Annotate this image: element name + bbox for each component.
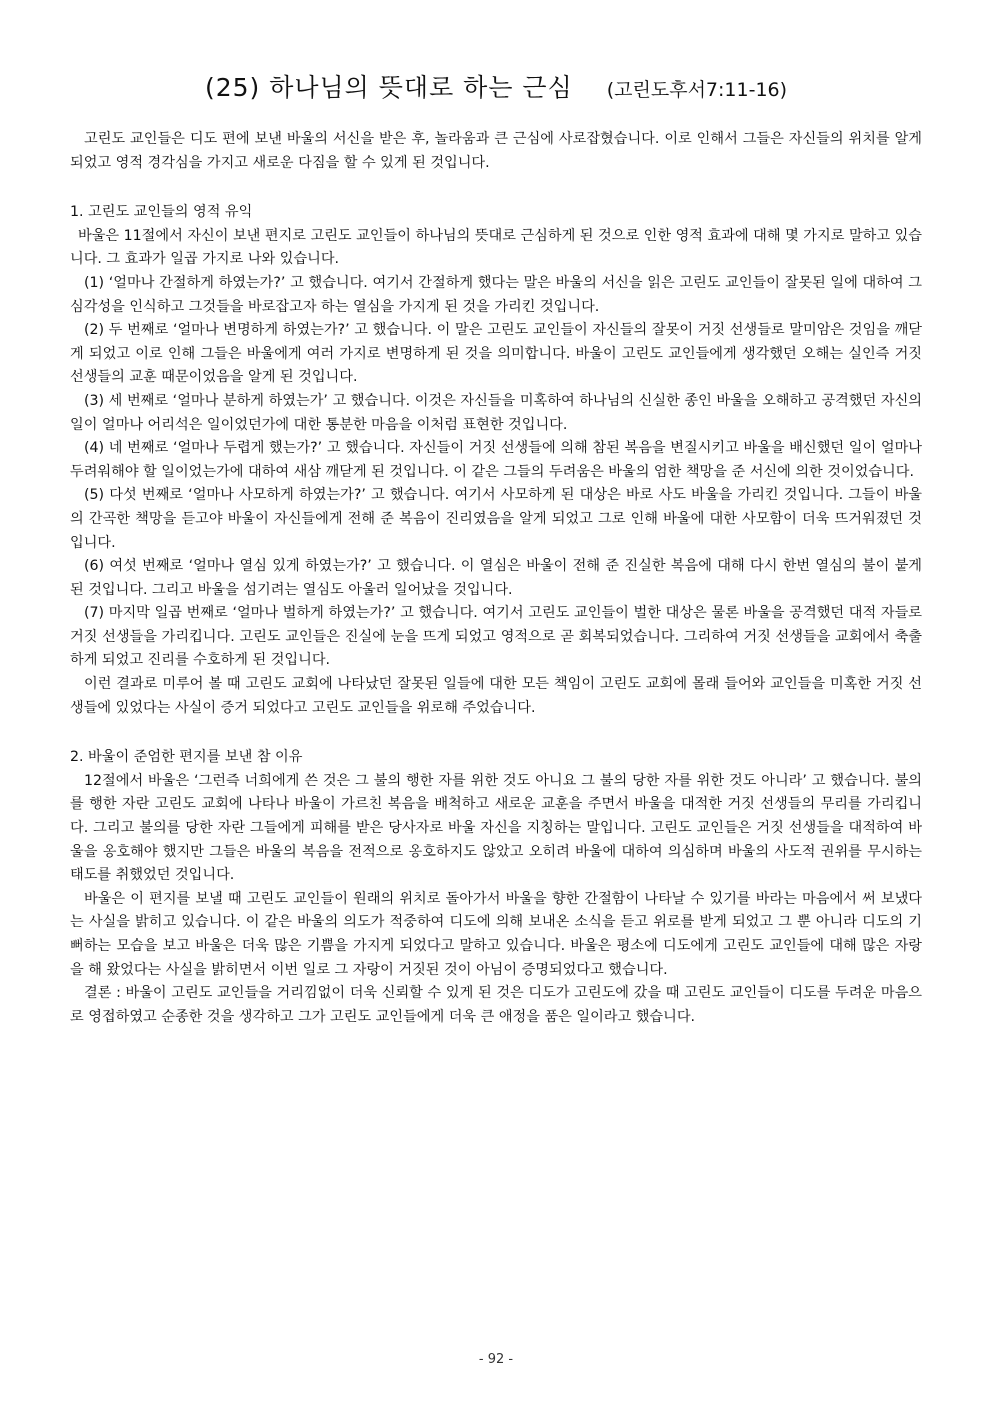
section-2-conclusion: 결론 : 바울이 고린도 교인들을 거리낌없이 더욱 신뢰할 수 있게 된 것은 디도가 고린도에 갔을 때 고린도 교인들이 디도를 두려운 마음으로 영접하였고 순종한 것을 생각하고 그가 고린도 교인들에게 더욱 큰 애정을 품은 일이라고 했습니다. <box>70 985 922 1025</box>
section-1-item-2: (2) 두 번째로 ‘얼마나 변명하게 하였는가?’ 고 했습니다. 이 말은 고린도 교인들이 자신들의 잘못이 거짓 선생들로 말미암은 것임을 깨닫게 되었고 이로 인해 그들은 바울에게 여러 가지로 변명하게 된 것을 의미합니다. 바울이 고린도 교인들에게 생각했던 오해는 실인즉 거짓 선생들의 교훈 때문이었음을 알게 된 것입니다. <box>70 322 922 386</box>
section-2-heading: 2. 바울이 준엄한 편지를 보낸 참 이유 <box>70 749 303 766</box>
section-1-item-3: (3) 세 번째로 ‘얼마나 분하게 하였는가’ 고 했습니다. 이것은 자신들을 미혹하여 하나님의 신실한 종인 바울을 오해하고 공격했던 자신의 일이 얼마나 어리석은 일이었던가에 대한 통분한 마음을 이처럼 표현한 것입니다. <box>70 392 922 433</box>
title-main: (25) 하나님의 뜻대로 하는 근심 <box>204 73 573 102</box>
document-body <box>70 128 922 1029</box>
page-title <box>70 68 922 104</box>
section-1-item-6: (6) 여섯 번째로 ‘얼마나 열심 있게 하였는가?’ 고 했습니다. 이 열심은 바울이 전해 준 진실한 복음에 대해 다시 한번 열심의 불이 붙게 된 것입니다. 그리고 바울을 섬기려는 열심도 아울러 일어났을 것입니다. <box>70 558 922 598</box>
title-reference: (고린도후서7:11-16) <box>606 79 788 101</box>
section-1-conclusion: 이런 결과로 미루어 볼 때 고린도 교회에 나타났던 잘못된 일들에 대한 모든 책임이 고린도 교회에 몰래 들어와 교인들을 미혹한 거짓 선생들에 있었다는 사실이 증거 되었다고 고린도 교인들을 위로해 주었습니다. <box>70 676 922 716</box>
section-1-intro: 바울은 11절에서 자신이 보낸 편지로 고린도 교인들이 하나님의 뜻대로 근심하게 된 것으로 인한 영적 효과에 대해 몇 가지로 말하고 있습니다. 그 효과가 일곱 가지로 나와 있습니다. <box>70 227 922 268</box>
section-2-paragraph-1: 12절에서 바울은 ‘그런즉 너희에게 쓴 것은 그 불의 행한 자를 위한 것도 아니요 그 불의 당한 자를 위한 것도 아니라’ 고 했습니다. 불의를 행한 자란 고린도 교회에 나타나 바울이 가르친 복음을 배척하고 새로운 교훈을 주면서 바울을 대적한 거짓 선생들의 무리를 가리킵니다. 그리고 불의를 당한 자란 그들에게 피해를 받은 당사자로 바울 자신을 지칭하는 말입니다. 고린도 교인들은 거짓 선생들을 대적하여 바울을 옹호해야 했지만 그들은 바울의 복음을 전적으로 옹호하지도 않았고 오히려 바울에 대하여 의심하며 바울의 사도적 권위를 무시하는 태도를 취했었던 것입니다. <box>70 772 922 884</box>
intro-paragraph: 고린도 교인들은 디도 편에 보낸 바울의 서신을 받은 후, 놀라움과 큰 근심에 사로잡혔습니다. 이로 인해서 그들은 자신들의 위치를 알게 되었고 영적 경각심을 가지고 새로운 다짐을 할 수 있게 된 것입니다. <box>70 131 922 171</box>
spacer <box>70 720 922 746</box>
page-number: - 92 - <box>478 1352 514 1367</box>
section-1-heading: 1. 고린도 교인들의 영적 유익 <box>70 204 253 221</box>
section-1-item-5: (5) 다섯 번째로 ‘얼마나 사모하게 하였는가?’ 고 했습니다. 여기서 사모하게 된 대상은 바로 사도 바울을 가리킨 것입니다. 그들이 바울의 간곡한 책망을 듣고야 바울이 자신들에게 전해 준 복음이 진리였음을 알게 되었고 그로 인해 바울에 대한 사모함이 더욱 뜨거워졌던 것입니다. <box>70 487 922 551</box>
document-page <box>70 0 922 1403</box>
section-2-paragraph-2: 바울은 이 편지를 보낼 때 고린도 교인들이 원래의 위치로 돌아가서 바울을 향한 간절함이 나타날 수 있기를 바라는 마음에서 써 보냈다는 사실을 밝히고 있습니다. 이 같은 바울의 의도가 적중하여 디도에 의해 보내온 소식을 듣고 위로를 받게 되었고 그 뿐 아니라 디도의 기뻐하는 모습을 보고 바울은 더욱 많은 기쁨을 가지게 되었다고 말하고 있습니다. 바울은 평소에 디도에게 고린도 교인들에 대해 많은 자랑을 해 왔었다는 사실을 밝히면서 이번 일로 그 자랑이 거짓된 것이 아님이 증명되었다고 했습니다. <box>70 890 922 978</box>
section-1-item-4: (4) 네 번째로 ‘얼마나 두렵게 했는가?’ 고 했습니다. 자신들이 거짓 선생들에 의해 참된 복음을 변질시키고 바울을 배신했던 일이 얼마나 두려워해야 할 일이었는가에 대하여 새삼 깨닫게 된 것입니다. 이 같은 그들의 두려움은 바울의 엄한 책망을 준 서신에 의한 것이었습니다. <box>70 440 922 480</box>
spacer <box>70 175 922 201</box>
section-1-item-1: (1) ‘얼마나 간절하게 하였는가?’ 고 했습니다. 여기서 간절하게 했다는 말은 바울의 서신을 읽은 고린도 교인들이 잘못된 일에 대하여 그 심각성을 인식하고 그것들을 바로잡고자 하는 열심을 가지게 된 것을 가리킨 것입니다. <box>70 274 922 315</box>
section-1-item-7: (7) 마지막 일곱 번째로 ‘얼마나 벌하게 하였는가?’ 고 했습니다. 여기서 고린도 교인들이 벌한 대상은 물론 바울을 공격했던 대적 자들로 거짓 선생들을 가리킵니다. 고린도 교인들은 진실에 눈을 뜨게 되었고 영적으로 곧 회복되었습니다. 그리하여 거짓 선생들을 교회에서 축출하게 되었고 진리를 수호하게 된 것입니다. <box>70 605 922 669</box>
